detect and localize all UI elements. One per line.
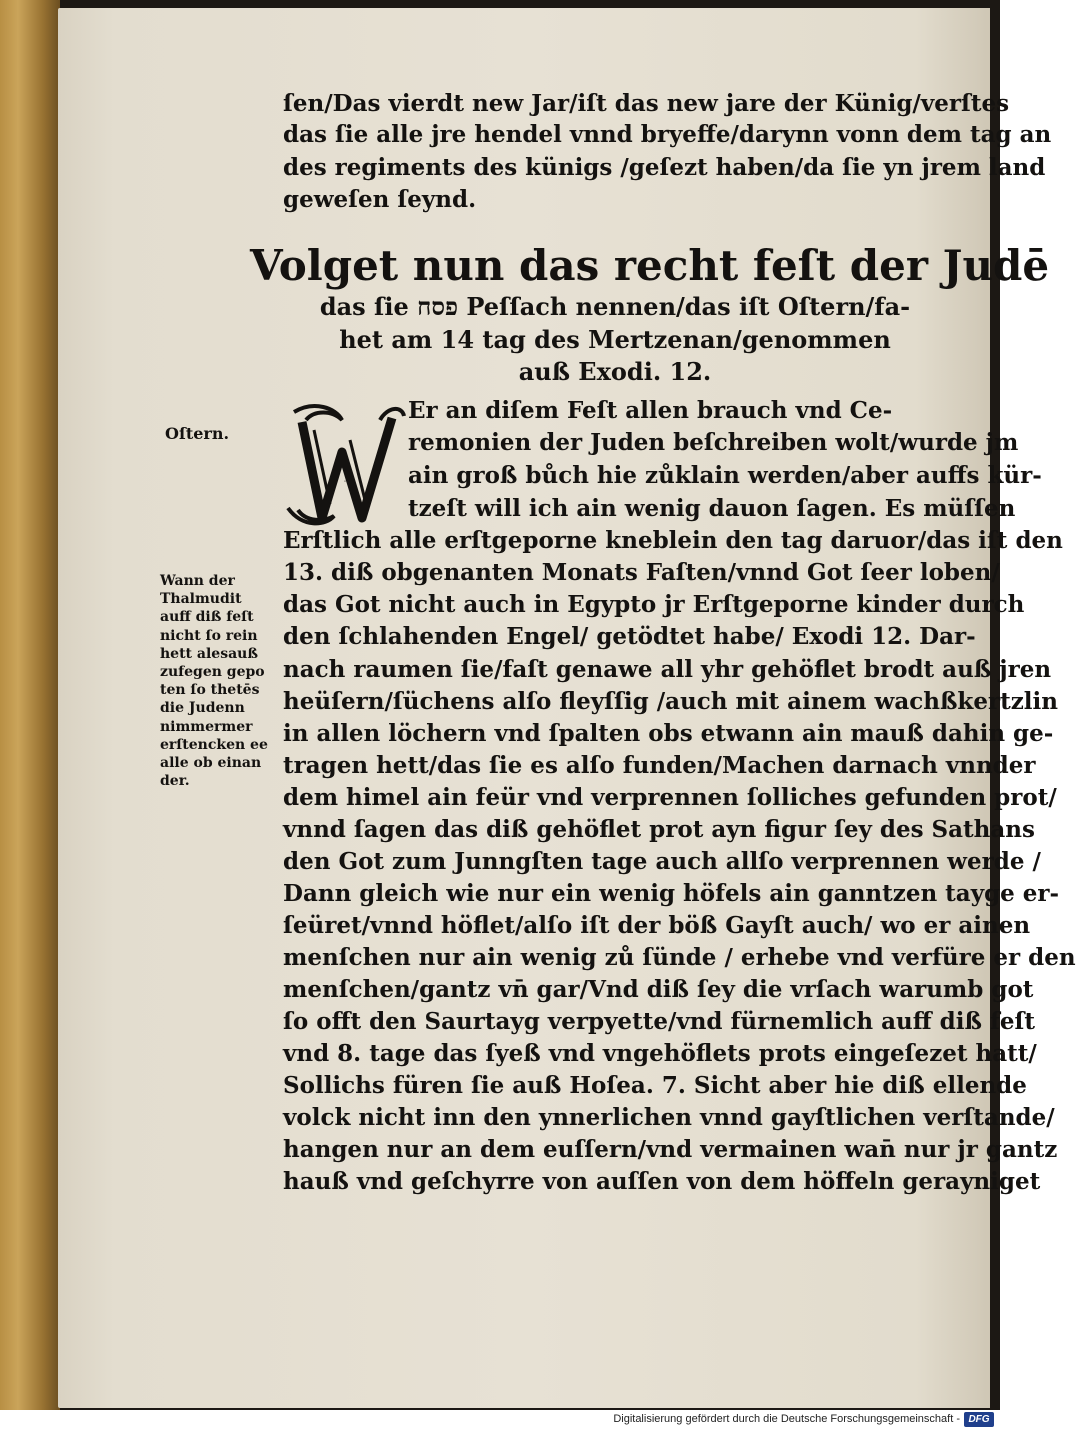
body-line: ſeüret/vnnd höflet/alſo iſt der böß Gayſt auch/ wo er ainen	[283, 912, 1031, 939]
body-line: ſo offt den Saurtayg verpyette/vnd fürnemlich auff diß feſt	[283, 1008, 1036, 1035]
margin-note-line: ten ſo thetēs	[160, 682, 260, 698]
body-line: heüſern/ſüchens alſo fleyſſig /auch mit ainem wachßkertzlin	[283, 688, 1058, 715]
body-line: menſchen nur ain wenig zů ſünde / erhebe vnd verfüre er den	[283, 944, 1076, 971]
intro-line: des regiments des künigs /geſezt haben/da ſie yn jrem land	[283, 154, 1046, 181]
margin-note-line: erſtencken ee	[160, 737, 268, 753]
body-line: hangen nur an dem euſſern/vnd vermainen wan̄ nur jr gantz	[283, 1136, 1058, 1163]
body-line: in allen löchern vnd ſpalten obs etwann ain mauß dahin ge-	[283, 720, 1054, 747]
body-line: hauß vnd geſchyrre von auſſen von dem höffeln gerayniget	[283, 1168, 1041, 1195]
margin-note-line: Thalmudit	[160, 591, 242, 607]
section-subheading: het am 14 tag des Mertzenan/genommen	[339, 325, 891, 354]
margin-note-line: Wann der	[160, 573, 235, 589]
body-line: den ſchlahenden Engel/ getödtet habe/ Exodi 12. Dar-	[283, 623, 976, 650]
body-line: dem himel ain feür vnd verprennen ſolliches gefunden prot/	[283, 784, 1057, 811]
body-line: Dann gleich wie nur ein wenig höfels ain ganntzen tayge er-	[283, 880, 1060, 907]
margin-note-line: auff diß feſt	[160, 609, 254, 625]
body-line: den Got zum Junngſten tage auch allſo verprennen werde /	[283, 848, 1041, 875]
body-line: nach raumen ſie/faſt genawe all yhr gehöflet brodt auß jren	[283, 656, 1052, 683]
footer-credit: Digitalisierung gefördert durch die Deutsche Forschungsgemeinschaft -	[613, 1413, 960, 1425]
body-line: 13. diß obgenanten Monats Faſten/vnnd Got ſeer loben/	[283, 559, 1000, 586]
initial-letter-text: W	[343, 481, 347, 483]
margin-note-line: hett alesauß	[160, 646, 258, 662]
section-heading: Volget nun das recht feſt der Judē	[250, 241, 1050, 290]
intro-line: geweſen ſeynd.	[283, 186, 477, 213]
decorated-initial-letter	[284, 400, 406, 528]
margin-note-line: alle ob einan	[160, 755, 262, 771]
body-line: tzeſt will ich ain wenig dauon ſagen. Es müſſen	[408, 495, 1016, 522]
margin-note-line: nicht ſo rein	[160, 628, 258, 644]
intro-line: das ſie alle jre hendel vnnd bryeffe/darynn vonn dem tag an	[283, 121, 1052, 148]
margin-note-line: nimmermer	[160, 719, 253, 735]
body-line: Sollichs füren ſie auß Hoſea. 7. Sicht aber hie diß ellende	[283, 1072, 1027, 1099]
body-line: Erſtlich alle erſtgeporne kneblein den tag daruor/das iſt den	[283, 527, 1063, 554]
body-line: menſchen/gantz vn̄ gar/Vnd diß ſey die vrſach warumb got	[283, 976, 1034, 1003]
footer-bar	[0, 1410, 1000, 1430]
margin-note-line: die Judenn	[160, 700, 245, 716]
intro-line: ſen/Das vierdt new Jar/iſt das new jare der Künig/verſtes	[283, 90, 1010, 117]
section-subheading: das ſie פסח Peſſach nennen/das iſt Oſtern/fa-	[319, 292, 911, 321]
body-line: tragen hett/das ſie es alſo funden/Machen darnach vnnder	[283, 752, 1036, 779]
body-line: Er an diſem Feſt allen brauch vnd Ce-	[408, 397, 893, 424]
body-line: ain groß bůch hie zůklain werden/aber auffs kür-	[408, 462, 1042, 489]
margin-note-ostern: Oſtern.	[165, 424, 230, 443]
body-line: remonien der Juden beſchreiben wolt/wurde jm	[408, 429, 1019, 456]
margin-note-line: zufegen gepo	[160, 664, 265, 680]
dfg-logo-icon: DFG	[964, 1412, 994, 1427]
body-line: vnnd ſagen das diß gehöflet prot ayn figur ſey des Sathans	[283, 816, 1035, 843]
book-binding	[0, 0, 60, 1410]
body-line: vnd 8. tage das ſyeß vnd vngehöflets prots eingeſezet hatt/	[283, 1040, 1037, 1067]
body-line: das Got nicht auch in Egypto jr Erſtgeporne kinder durch	[283, 591, 1025, 618]
body-line: volck nicht inn den ynnerlichen vnnd gayſtlichen verſtande/	[283, 1104, 1055, 1131]
section-subheading: auß Exodi. 12.	[518, 357, 712, 386]
margin-note-line: der.	[160, 773, 190, 789]
